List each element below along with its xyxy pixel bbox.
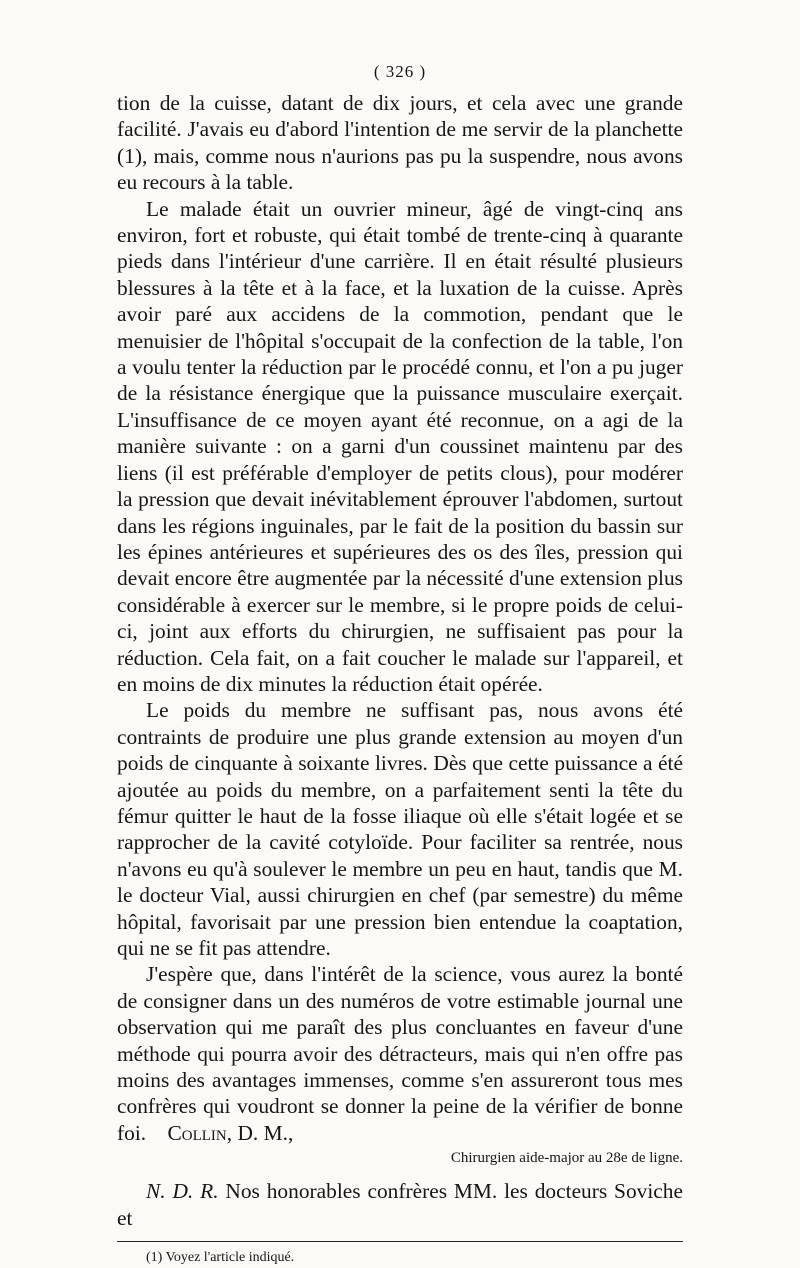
page-body — [117, 90, 683, 1268]
editor-note-text: Nos honorables confrères MM. les docteurs Soviche et — [117, 1179, 683, 1230]
signature-name: Collin — [167, 1120, 227, 1145]
paragraph-4-text: J'espère que, dans l'intérêt de la science, vous aurez la bonté de consigner dans un des numéros de votre estimable journal une observation qui me paraît des plus concluantes en faveur d'une méthode qui pourra avoir des détracteurs, mais qui n'en offre pas moins des avantages immenses, comme s'en assureront tous mes confrères qui voudront se donner la peine de la vérifier de bonne foi. — [117, 962, 683, 1145]
paragraph-1: tion de la cuisse, datant de dix jours, et cela avec une grande facilité. J'avais eu d'abord l'intention de me servir de la planchette (1), mais, comme nous n'aurions pas pu la suspendre, nous avons eu recours à la table. — [117, 91, 683, 195]
footnote-divider — [117, 1241, 683, 1242]
paragraph-3: Le poids du membre ne suffisant pas, nous avons été contraints de produire une plus grande extension au moyen d'un poids de cinquante à soixante livres. Dès que cette puissance a été ajoutée au poids du membre, on a parfaitement senti la tête du fémur quitter le haut de la fosse iliaque où elle s'était logée et se rapprocher de la cavité cotyloïde. Pour faciliter sa rentrée, nous n'avons eu qu'à soulever le membre un peu en haut, tandis que M. le docteur Vial, aussi chirurgien en chef (par semestre) du même hôpital, favorisait par une pression bien entendue la coaptation, qui ne se fit pas attendre. — [117, 698, 683, 960]
signature-title: , D. M., — [226, 1120, 294, 1145]
page-number: ( 326 ) — [373, 62, 427, 81]
editor-note — [117, 1178, 683, 1231]
footnote: (1) Voyez l'article indiqué. — [146, 1250, 295, 1266]
paragraph-2: Le malade était un ouvrier mineur, âgé de vingt-cinq ans environ, fort et robuste, qui était tombé de trente-cinq à quarante pieds dans l'intérieur d'une carrière. Il en était résulté plusieurs blessures à la tête et à la face, et la luxation de la cuisse. Après avoir paré aux accidens de la commotion, pendant que le menuisier de l'hôpital s'occupait de la confection de la table, l'on a voulu tenter la réduction par le procédé connu, et l'on a pu juger de la résistance énergique que la puissance musculaire exerçait. L'insuffisance de ce moyen ayant été reconnue, on a agi de la manière suivante : on a garni d'un coussinet maintenu par des liens (il est préférable d'employer de petits clous), pour modérer la pression que devait inévitablement éprouver l'abdomen, surtout dans les régions inguinales, par le fait de la position du bassin sur les épines antérieures et supérieures des os des îles, pression qui devait encore être augmentée par la nécessité d'une extension plus considérable à exercer sur le membre, si le propre poids de celui-ci, joint aux efforts du chirurgien, ne suffisaient pas pour la réduction. Cela fait, on a fait coucher le malade sur l'appareil, et en moins de dix minutes la réduction était opérée. — [117, 196, 683, 696]
paragraph-4 — [117, 961, 683, 1146]
signature-rank: Chirurgien aide-major au 28e de ligne. — [450, 1150, 683, 1167]
editor-note-label: N. D. R. — [146, 1179, 219, 1204]
